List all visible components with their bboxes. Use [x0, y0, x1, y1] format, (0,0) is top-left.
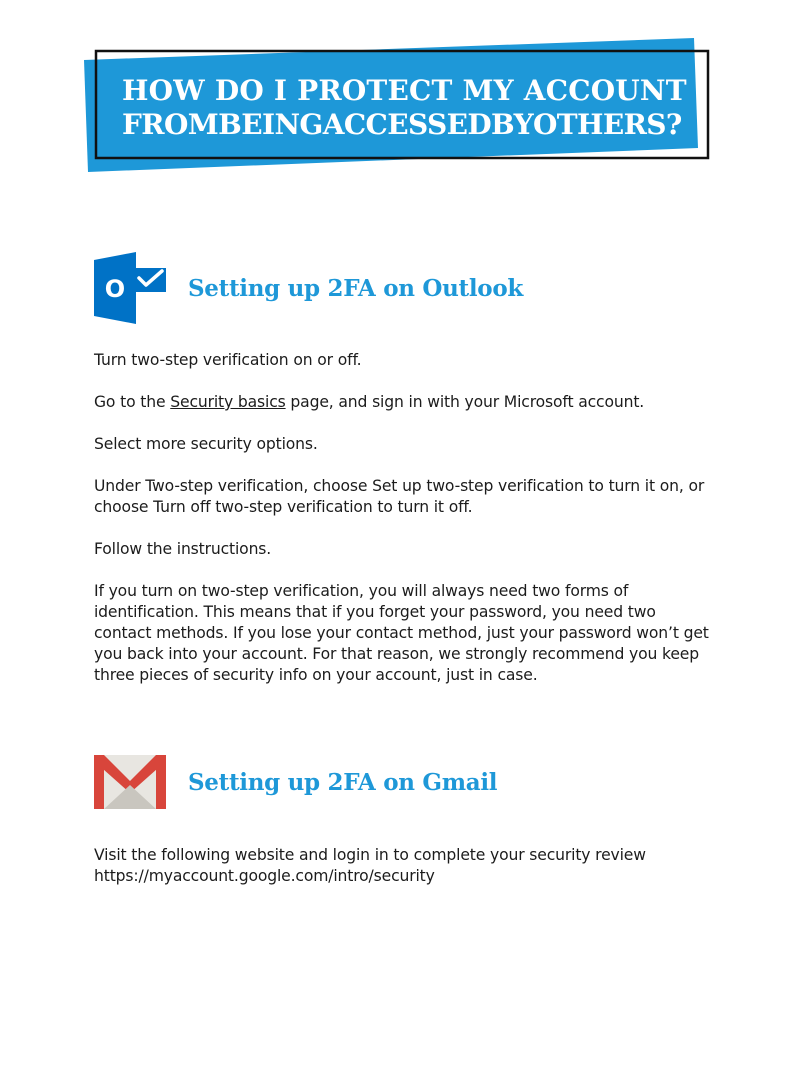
outlook-section-header — [94, 252, 523, 324]
outlook-step-1: Turn two-step verification on or off. — [94, 351, 362, 369]
outlook-step-5: Follow the instructions. — [94, 540, 272, 558]
outlook-step-4: Under Two-step verification, choose Set up two-step verification to turn it on, or choose Turn off two-step verification to turn it off. — [94, 477, 705, 516]
outlook-step-2-before: Go to the — [94, 393, 171, 411]
outlook-icon — [94, 252, 166, 324]
page-title-line-2: FROMBEINGACCESSEDBYOTHERS? — [122, 108, 682, 141]
outlook-icon-letter: O — [104, 275, 126, 303]
outlook-step-2 — [94, 392, 714, 413]
gmail-section-header — [94, 755, 497, 809]
page-title-line-1: HOW DO I PROTECT MY ACCOUNT — [122, 74, 687, 107]
gmail-instructions — [94, 845, 714, 887]
gmail-icon — [94, 755, 166, 809]
header-banner — [84, 38, 712, 174]
outlook-note: If you turn on two-step verification, you will always need two forms of identification. This means that if you forget your password, you need two contact methods. If you lose your contact method, just your password won’t get you back into your account. For that reason, we strongly recommend you keep three pieces of security info on your account, just in case. — [94, 582, 709, 684]
outlook-step-2-after: page, and sign in with your Microsoft account. — [285, 393, 645, 411]
security-basics-link[interactable]: Security basics — [170, 393, 286, 411]
gmail-security-url[interactable]: https://myaccount.google.com/intro/security — [94, 867, 435, 885]
page-title — [122, 74, 702, 142]
gmail-heading: Setting up 2FA on Gmail — [188, 768, 498, 796]
outlook-heading: Setting up 2FA on Outlook — [188, 274, 523, 302]
outlook-instructions — [94, 350, 714, 707]
outlook-step-3: Select more security options. — [94, 435, 318, 453]
gmail-instruction-line: Visit the following website and login in to complete your security review — [94, 846, 646, 864]
